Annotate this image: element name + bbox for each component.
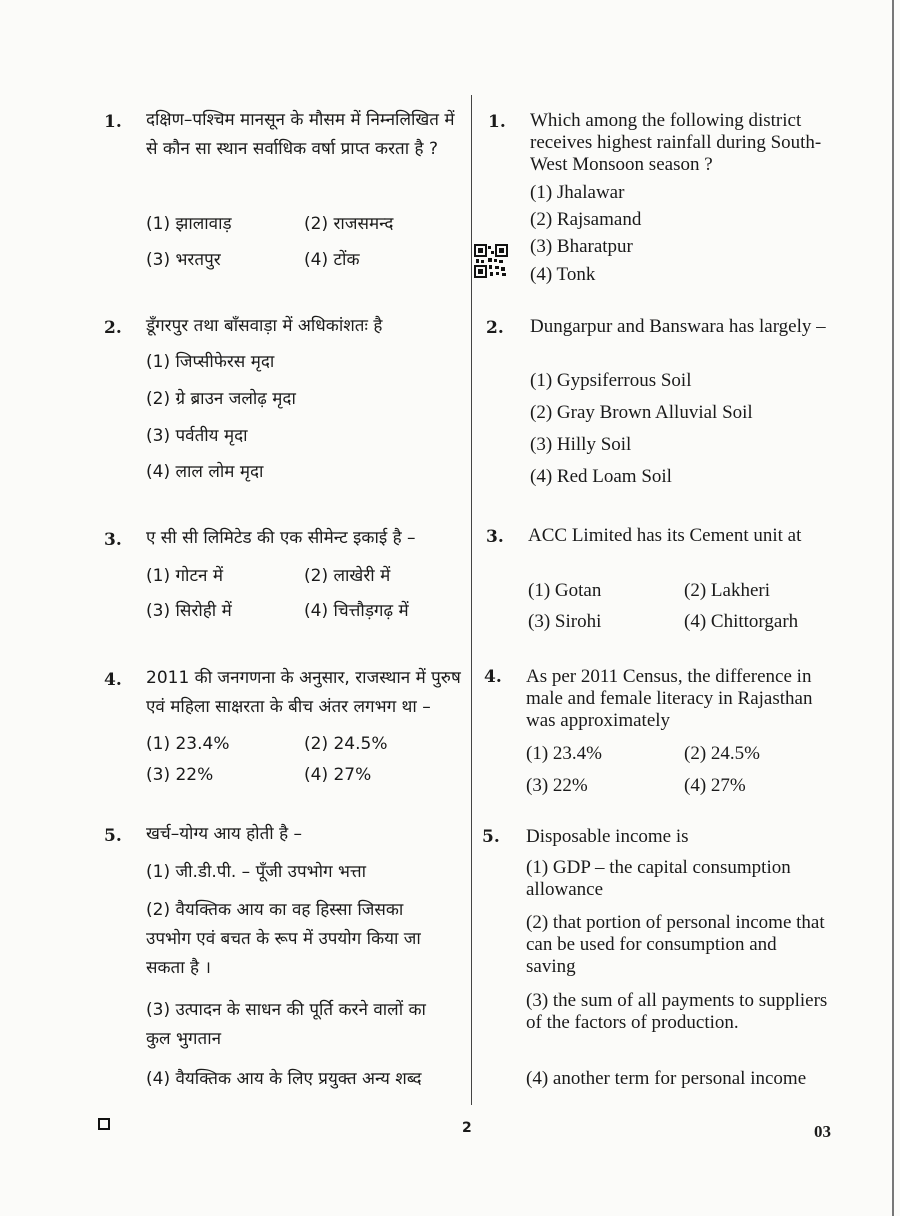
hindi-q5-number: 5. <box>104 826 122 846</box>
hindi-q2-number: 2. <box>104 318 122 338</box>
hindi-q5-option-1[interactable]: (1) जी.डी.पी. – पूँजी उपभोग भत्ता <box>146 862 367 882</box>
english-q1-number: 1. <box>488 112 506 132</box>
hindi-q5-option-2[interactable]: (2) वैयक्तिक आय का वह हिस्सा जिसका उपभोग एवं बचत के रूप में उपयोग किया जा सकता है । <box>146 900 421 978</box>
hindi-q4-option-2[interactable]: (2) 24.5% <box>304 734 388 754</box>
english-q3-stem: ACC Limited has its Cement unit at <box>528 525 802 546</box>
qr-code-icon <box>474 244 508 278</box>
english-q1-stem: Which among the following district receives highest rainfall during South-West Monsoon season ? <box>530 110 822 175</box>
english-q4-option-4[interactable]: (4) 27% <box>684 775 746 796</box>
hindi-q2-stem: डूँगरपुर तथा बाँसवाड़ा में अधिकांशतः है <box>146 316 383 336</box>
hindi-q2-option-3[interactable]: (3) पर्वतीय मृदा <box>146 426 248 446</box>
square-mark-icon <box>98 1118 110 1130</box>
hindi-q5-option-3[interactable]: (3) उत्पादन के साधन की पूर्ति करने वालों का कुल भुगतान <box>146 1000 426 1049</box>
hindi-q1-number: 1. <box>104 112 122 132</box>
english-q1-option-3[interactable]: (3) Bharatpur <box>530 236 633 257</box>
hindi-q2-option-2[interactable]: (2) ग्रे ब्राउन जलोढ़ मृदा <box>146 389 296 409</box>
hindi-q1-option-1[interactable]: (1) झालावाड़ <box>146 214 232 234</box>
hindi-q3-stem: ए सी सी लिमिटेड की एक सीमेन्ट इकाई है – <box>146 528 416 548</box>
english-q2-option-2[interactable]: (2) Gray Brown Alluvial Soil <box>530 402 753 423</box>
english-q5-number: 5. <box>482 827 500 847</box>
page-edge <box>892 0 894 1216</box>
english-q2-stem: Dungarpur and Banswara has largely – <box>530 316 826 337</box>
hindi-q1-option-2[interactable]: (2) राजसमन्द <box>304 214 394 234</box>
english-q4-stem: As per 2011 Census, the difference in male and female literacy in Rajasthan was approximately <box>526 666 813 731</box>
english-q4-option-2[interactable]: (2) 24.5% <box>684 743 760 764</box>
hindi-q2-option-4[interactable]: (4) लाल लोम मृदा <box>146 462 264 482</box>
hindi-q4-option-4[interactable]: (4) 27% <box>304 765 372 785</box>
english-q2-option-3[interactable]: (3) Hilly Soil <box>530 434 632 455</box>
hindi-q3-option-1[interactable]: (1) गोटन में <box>146 566 224 586</box>
column-divider <box>471 95 472 1105</box>
hindi-q5-stem: खर्च–योग्य आय होती है – <box>146 824 302 844</box>
hindi-q2-option-1[interactable]: (1) जिप्सीफेरस मृदा <box>146 352 275 372</box>
booklet-code: 03 <box>814 1122 831 1141</box>
english-q5-stem: Disposable income is <box>526 826 689 847</box>
english-q5-option-3[interactable]: (3) the sum of all payments to suppliers of the factors of production. <box>526 990 828 1033</box>
english-q3-number: 3. <box>486 527 504 547</box>
page-number: 2 <box>462 1120 472 1136</box>
english-q1-option-4[interactable]: (4) Tonk <box>530 264 596 285</box>
hindi-q3-option-3[interactable]: (3) सिरोही में <box>146 601 232 621</box>
english-q2-option-1[interactable]: (1) Gypsiferrous Soil <box>530 370 692 391</box>
hindi-q4-option-1[interactable]: (1) 23.4% <box>146 734 230 754</box>
english-q2-number: 2. <box>486 318 504 338</box>
english-q5-option-4[interactable]: (4) another term for personal income <box>526 1068 807 1089</box>
hindi-q1-option-4[interactable]: (4) टोंक <box>304 250 360 270</box>
hindi-q4-stem: 2011 की जनगणना के अनुसार, राजस्थान में पुरुष एवं महिला साक्षरता के बीच अंतर लगभग था – <box>146 668 461 717</box>
english-q3-option-3[interactable]: (3) Sirohi <box>528 611 602 632</box>
english-q3-option-2[interactable]: (2) Lakheri <box>684 580 770 601</box>
english-q5-option-2[interactable]: (2) that portion of personal income that can be used for consumption and saving <box>526 912 825 977</box>
english-q3-option-1[interactable]: (1) Gotan <box>528 580 602 601</box>
english-q4-option-3[interactable]: (3) 22% <box>526 775 588 796</box>
hindi-q1-stem: दक्षिण–पश्चिम मानसून के मौसम में निम्नलिखित में से कौन सा स्थान सर्वाधिक वर्षा प्राप्त करता है ? <box>146 110 455 159</box>
hindi-q1-option-3[interactable]: (3) भरतपुर <box>146 250 221 270</box>
english-q4-option-1[interactable]: (1) 23.4% <box>526 743 602 764</box>
hindi-q4-option-3[interactable]: (3) 22% <box>146 765 214 785</box>
english-q1-option-2[interactable]: (2) Rajsamand <box>530 209 642 230</box>
english-q3-option-4[interactable]: (4) Chittorgarh <box>684 611 799 632</box>
english-q5-option-1[interactable]: (1) GDP – the capital consumption allowance <box>526 857 791 900</box>
english-q1-option-1[interactable]: (1) Jhalawar <box>530 182 625 203</box>
english-q2-option-4[interactable]: (4) Red Loam Soil <box>530 466 672 487</box>
hindi-q3-number: 3. <box>104 530 122 550</box>
hindi-q3-option-4[interactable]: (4) चित्तौड़गढ़ में <box>304 601 409 621</box>
hindi-q5-option-4[interactable]: (4) वैयक्तिक आय के लिए प्रयुक्त अन्य शब्द <box>146 1069 422 1089</box>
hindi-q3-option-2[interactable]: (2) लाखेरी में <box>304 566 391 586</box>
hindi-q4-number: 4. <box>104 670 122 690</box>
english-q4-number: 4. <box>484 667 502 687</box>
